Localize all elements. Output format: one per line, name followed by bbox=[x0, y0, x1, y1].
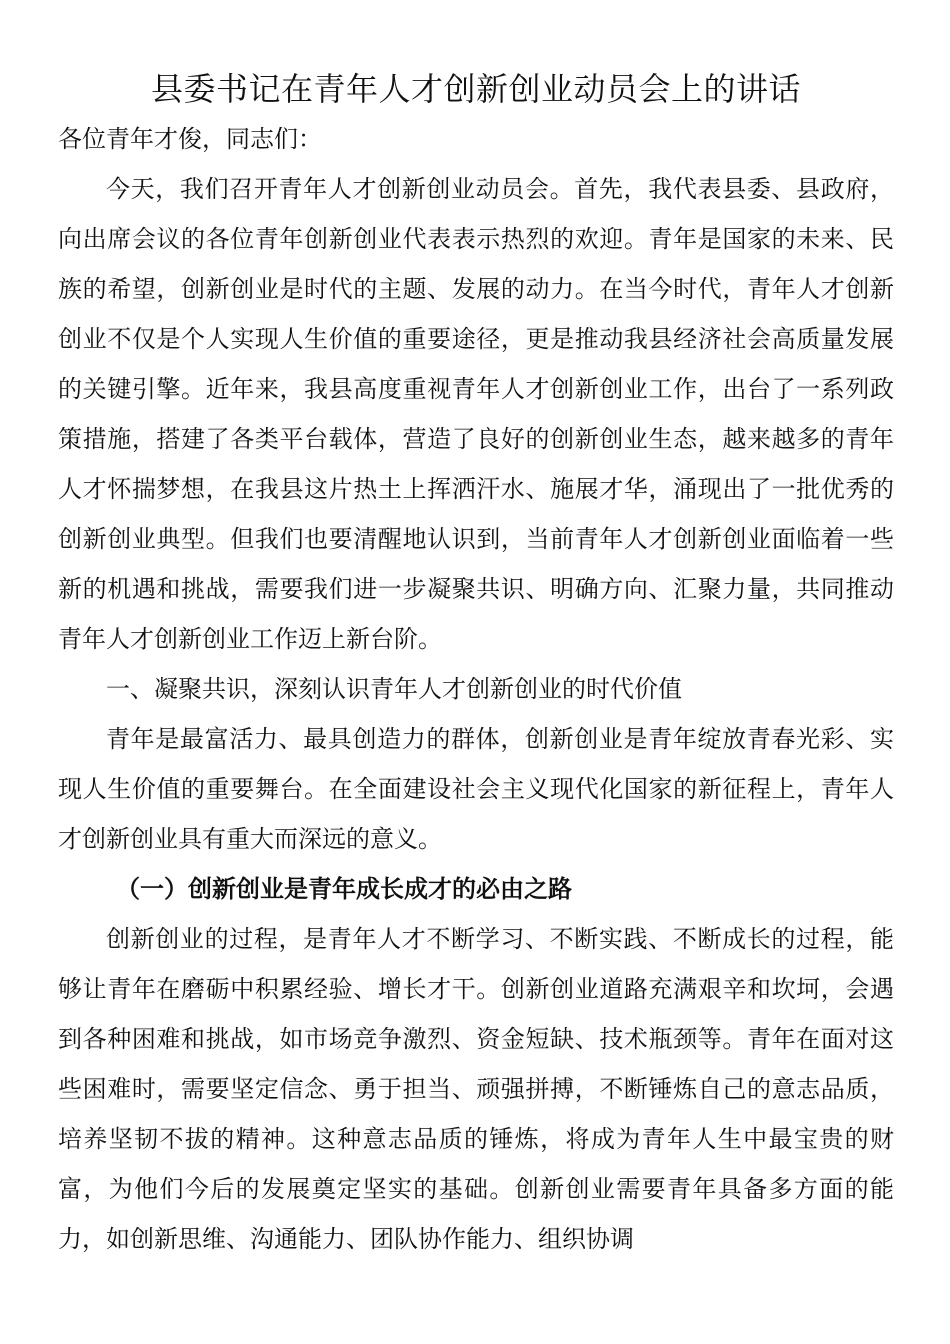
document-title: 县委书记在青年人才创新创业动员会上的讲话 bbox=[150, 70, 801, 108]
salutation: 各位青年才俊，同志们： bbox=[58, 125, 322, 153]
subsection-1-paragraph: 创新创业的过程，是青年人才不断学习、不断实践、不断成长的过程，能够让青年在磨砺中积累经验、增长才干。创新创业道路充满艰辛和坎坷，会遇到各种困难和挑战，如市场竞争激烈、资金短缺、技术瓶颈等。青年在面对这些困难时，需要坚定信念、勇于担当、顽强拼搏，不断锤炼自己的意志品质，培养坚韧不拔的精神。这种意志品质的锤炼，将成为青年人生中最宝贵的财富，为他们今后的发展奠定坚实的基础。创新创业需要青年具备多方面的能力，如创新思维、沟通能力、团队协作能力、组织协调 bbox=[58, 925, 894, 1253]
intro-paragraph: 今天，我们召开青年人才创新创业动员会。首先，我代表县委、县政府，向出席会议的各位青年创新创业代表表示热烈的欢迎。青年是国家的未来、民族的希望，创新创业是时代的主题、发展的动力。在当今时代，青年人才创新创业不仅是个人实现人生价值的重要途径，更是推动我县经济社会高质量发展的关键引擎。近年来，我县高度重视青年人才创新创业工作，出台了一系列政策措施，搭建了各类平台载体，营造了良好的创新创业生态，越来越多的青年人才怀揣梦想，在我县这片热土上挥洒汗水、施展才华，涌现出了一批优秀的创新创业典型。但我们也要清醒地认识到，当前青年人才创新创业面临着一些新的机遇和挑战，需要我们进一步凝聚共识、明确方向、汇聚力量，共同推动青年人才创新创业工作迈上新台阶。 bbox=[58, 175, 894, 653]
subsection-1-heading: （一）创新创业是青年成长成才的必由之路 bbox=[116, 875, 572, 903]
section-1-paragraph: 青年是最富活力、最具创造力的群体，创新创业是青年绽放青春光彩、实现人生价值的重要舞台。在全面建设社会主义现代化国家的新征程上，青年人才创新创业具有重大而深远的意义。 bbox=[58, 725, 894, 853]
section-1-heading: 一、凝聚共识，深刻认识青年人才创新创业的时代价值 bbox=[106, 675, 682, 703]
